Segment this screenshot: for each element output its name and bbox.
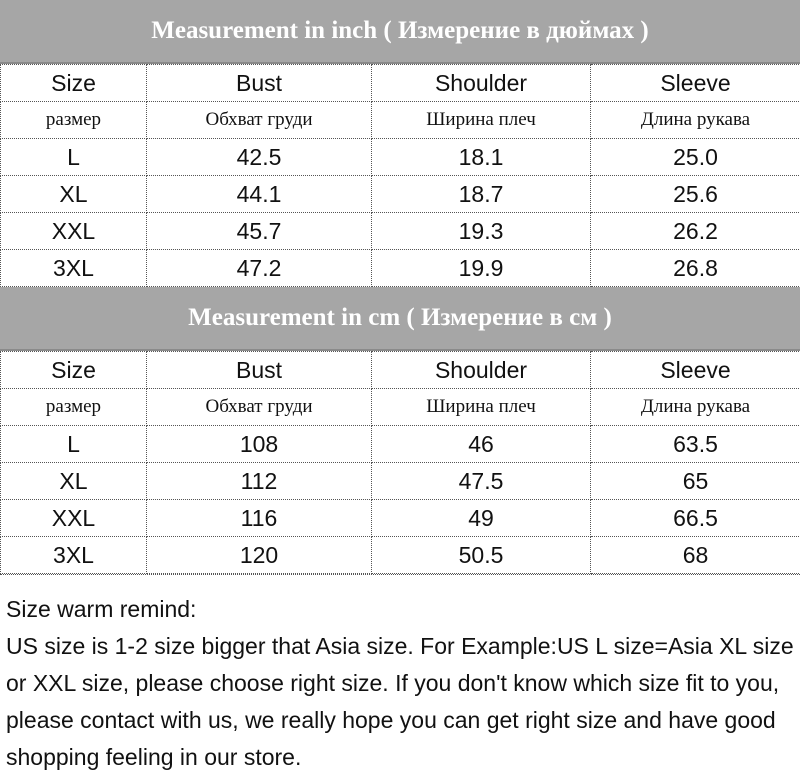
sleeve-cell: 26.8 [591, 250, 800, 287]
bust-cell: 108 [147, 426, 372, 463]
header-row-en [1, 352, 800, 389]
shoulder-cell: 49 [372, 500, 591, 537]
column-header-size-ru: размер [1, 102, 147, 139]
size-cell: XXL [1, 500, 147, 537]
size-remind-note [0, 574, 800, 776]
sleeve-cell: 68 [591, 537, 800, 574]
bust-cell: 47.2 [147, 250, 372, 287]
header-row-ru [1, 389, 800, 426]
bust-cell: 116 [147, 500, 372, 537]
bust-cell: 120 [147, 537, 372, 574]
table-row [1, 463, 800, 500]
sleeve-cell: 25.0 [591, 139, 800, 176]
sleeve-cell: 66.5 [591, 500, 800, 537]
remind-body: US size is 1-2 size bigger that Asia size. For Example:US L size=Asia XL size or XXL size, please choose right size. If you don't know which size fit to you, please contact with us, we really hope you can get right size and have good shopping feeling in our store. [6, 633, 794, 770]
sleeve-cell: 63.5 [591, 426, 800, 463]
column-header-sleeve: Sleeve [591, 65, 800, 102]
column-header-bust: Bust [147, 65, 372, 102]
bust-cell: 45.7 [147, 213, 372, 250]
table-row [1, 426, 800, 463]
size-cell: 3XL [1, 250, 147, 287]
remind-title: Size warm remind: [6, 596, 197, 622]
bust-cell: 112 [147, 463, 372, 500]
column-header-size-ru: размер [1, 389, 147, 426]
shoulder-cell: 18.1 [372, 139, 591, 176]
sleeve-cell: 65 [591, 463, 800, 500]
size-cell: XXL [1, 213, 147, 250]
shoulder-cell: 18.7 [372, 176, 591, 213]
size-cell: L [1, 139, 147, 176]
size-cell: XL [1, 176, 147, 213]
table-row [1, 213, 800, 250]
table-row [1, 250, 800, 287]
header-row-ru [1, 102, 800, 139]
sleeve-cell: 26.2 [591, 213, 800, 250]
header-row-en [1, 65, 800, 102]
column-header-shoulder-ru: Ширина плеч [372, 102, 591, 139]
column-header-size: Size [1, 352, 147, 389]
bust-cell: 44.1 [147, 176, 372, 213]
shoulder-cell: 19.3 [372, 213, 591, 250]
table-row [1, 139, 800, 176]
table-row [1, 176, 800, 213]
column-header-bust: Bust [147, 352, 372, 389]
column-header-shoulder: Shoulder [372, 352, 591, 389]
size-cell: 3XL [1, 537, 147, 574]
column-header-shoulder: Shoulder [372, 65, 591, 102]
shoulder-cell: 47.5 [372, 463, 591, 500]
column-header-sleeve-ru: Длина рукава [591, 102, 800, 139]
sleeve-cell: 25.6 [591, 176, 800, 213]
inch-section-title: Measurement in inch ( Измерение в дюймах ) [0, 0, 800, 64]
column-header-sleeve: Sleeve [591, 352, 800, 389]
column-header-sleeve-ru: Длина рукава [591, 389, 800, 426]
bust-cell: 42.5 [147, 139, 372, 176]
shoulder-cell: 50.5 [372, 537, 591, 574]
shoulder-cell: 46 [372, 426, 591, 463]
inch-size-table [0, 64, 800, 287]
column-header-bust-ru: Обхват груди [147, 102, 372, 139]
cm-size-table [0, 351, 800, 574]
table-row [1, 537, 800, 574]
column-header-shoulder-ru: Ширина плеч [372, 389, 591, 426]
shoulder-cell: 19.9 [372, 250, 591, 287]
size-cell: L [1, 426, 147, 463]
cm-section-title: Measurement in cm ( Измерение в см ) [0, 287, 800, 351]
table-row [1, 500, 800, 537]
column-header-size: Size [1, 65, 147, 102]
size-cell: XL [1, 463, 147, 500]
column-header-bust-ru: Обхват груди [147, 389, 372, 426]
